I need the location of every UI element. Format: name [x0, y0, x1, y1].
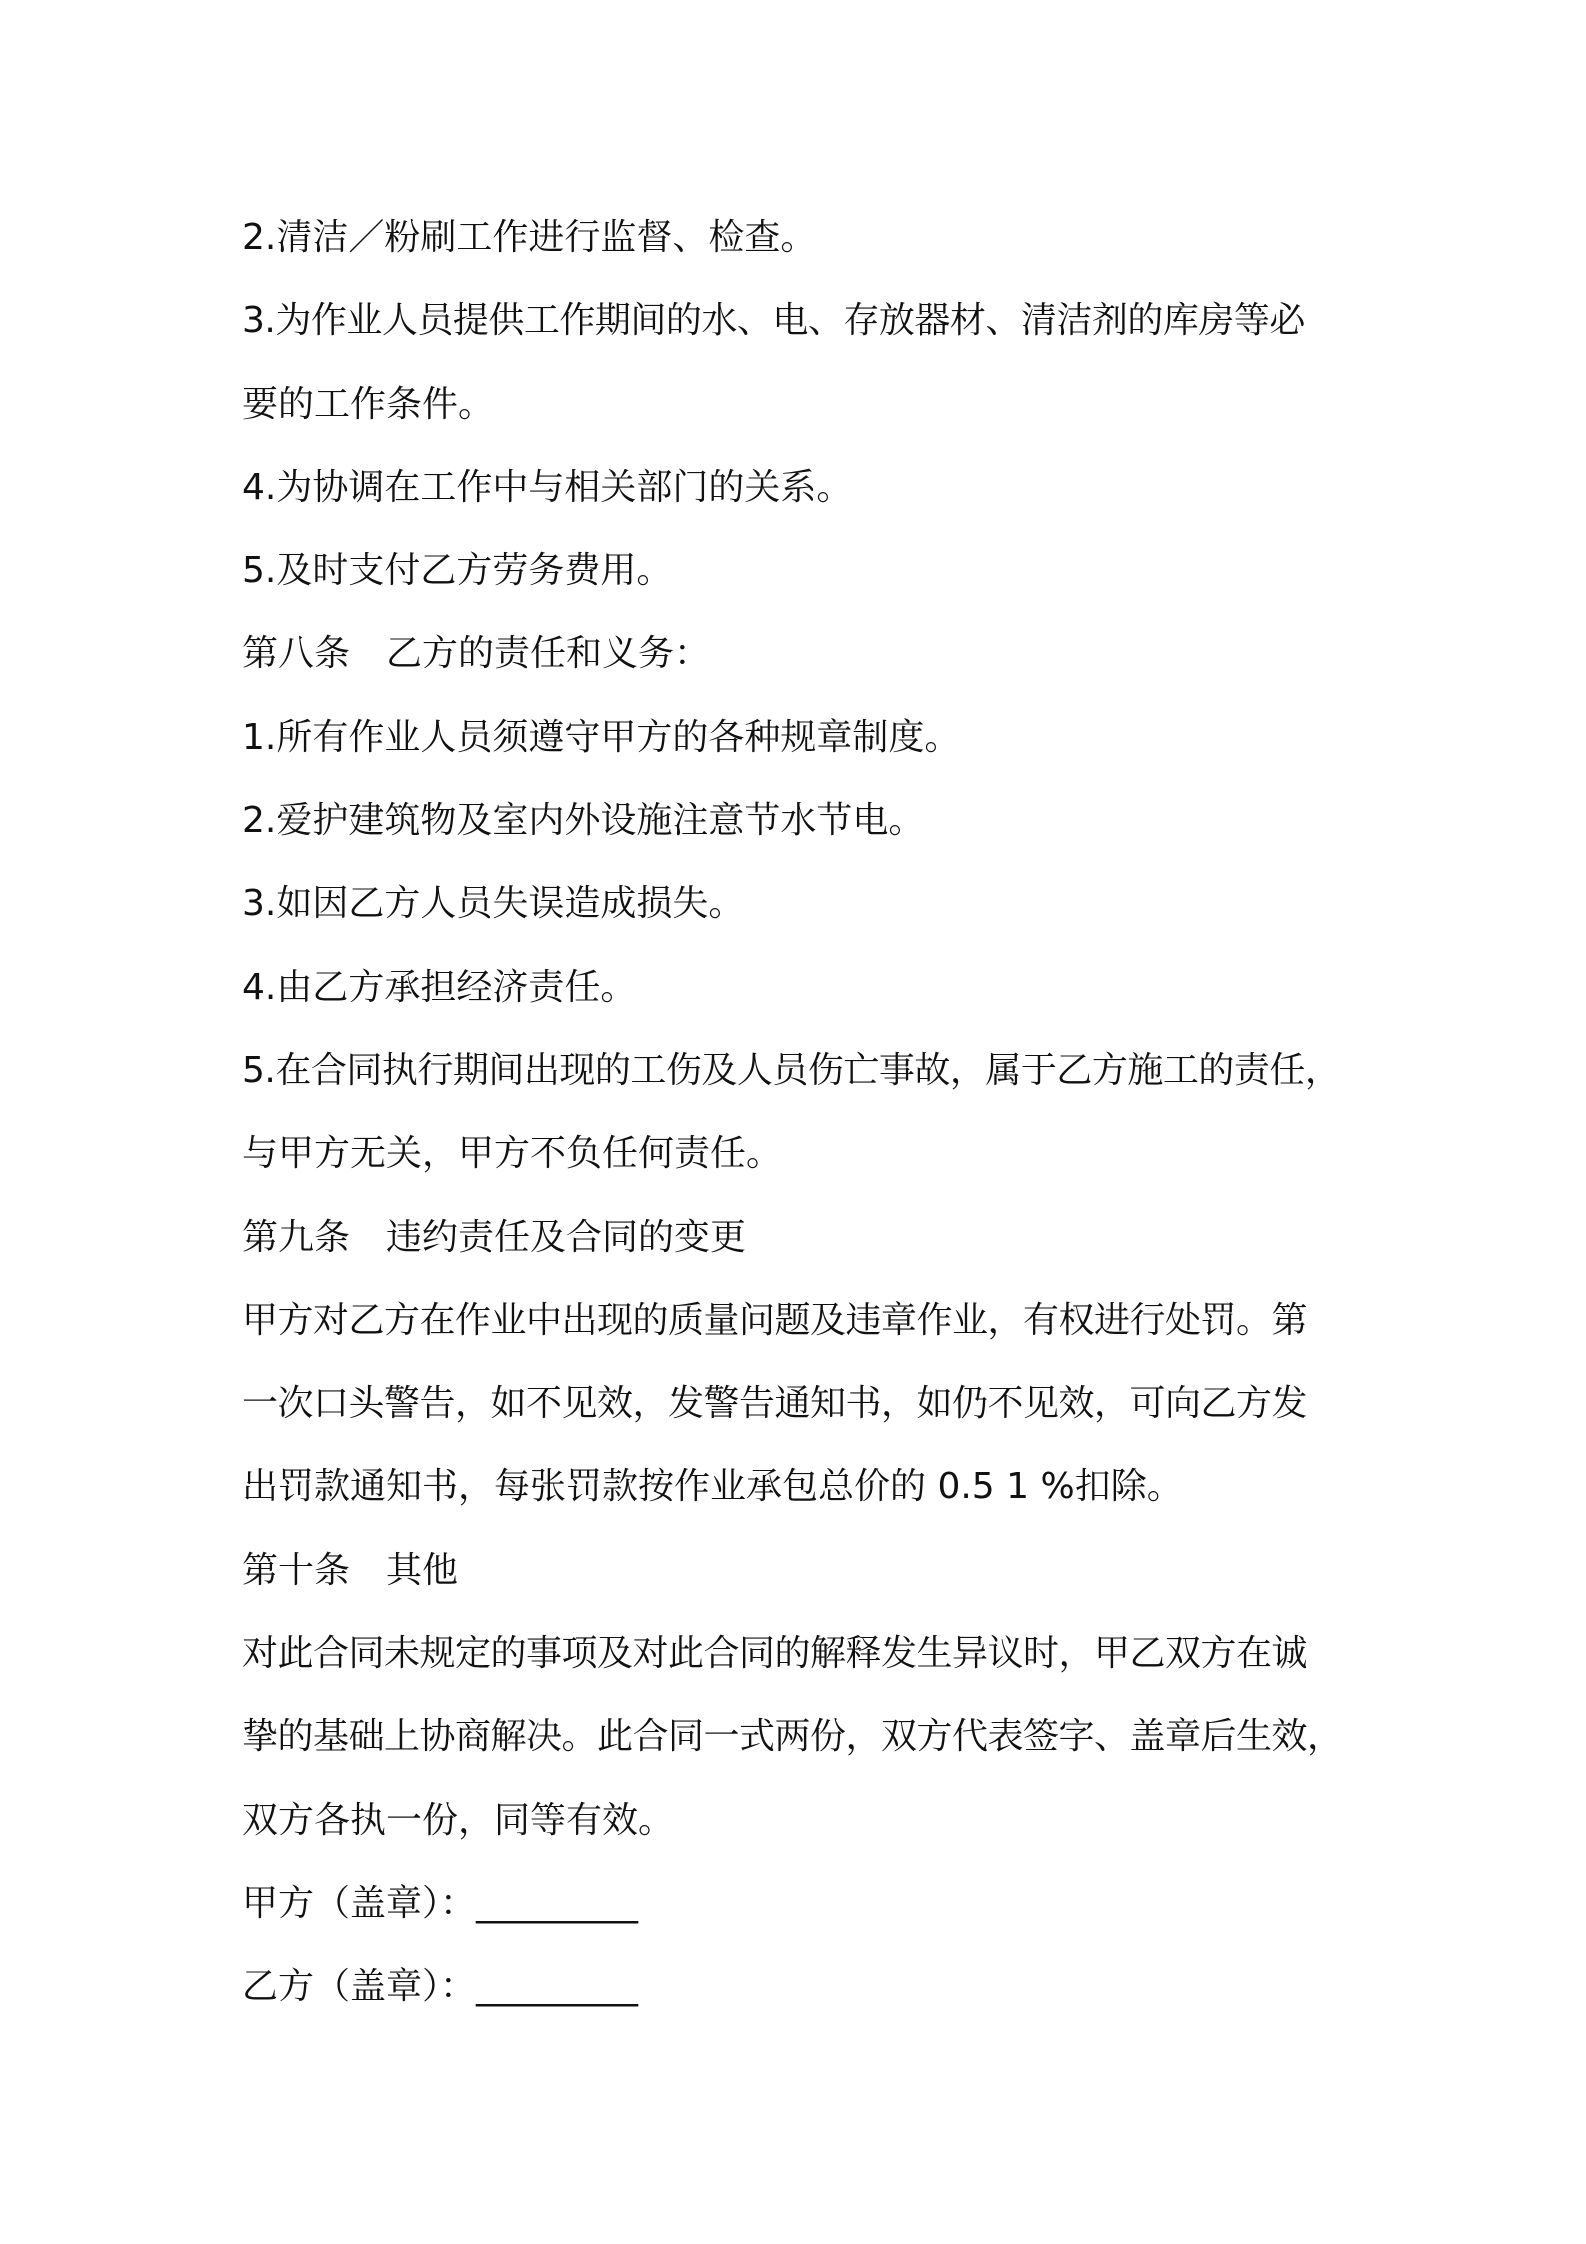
clause-7-item-5: 5.及时支付乙方劳务费用。 [242, 550, 673, 592]
clause-8-item-5: 5.在合同执行期间出现的工伤及人员伤亡事故，属于乙方施工的责任， [242, 1049, 1341, 1091]
article-9-para-line-2: 一次口头警告，如不见效，发警告通知书，如仍不见效，可向乙方发 [242, 1383, 1308, 1425]
article-9-para-line-1: 甲方对乙方在作业中出现的质量问题及违章作业，有权进行处罚。第 [242, 1299, 1308, 1341]
article-10-para-line-2: 挚的基础上协商解决。此合同一式两份，双方代表签字、盖章后生效， [242, 1716, 1343, 1758]
clause-7-item-4: 4.为协调在工作中与相关部门的关系。 [242, 466, 853, 508]
article-10-heading: 第十条 其他 [242, 1549, 459, 1591]
clause-8-item-2: 2.爱护建筑物及室内外设施注意节水节电。 [242, 800, 925, 842]
article-9-para-line-3: 出罚款通知书，每张罚款按作业承包总价的 0.5 1 %扣除。 [242, 1466, 1183, 1508]
article-8-heading: 第八条 乙方的责任和义务： [242, 633, 711, 675]
clause-7-item-3-cont: 要的工作条件。 [242, 383, 495, 425]
article-10-para-line-3: 双方各执一份，同等有效。 [242, 1799, 675, 1841]
clause-8-item-1: 1.所有作业人员须遵守甲方的各种规章制度。 [242, 716, 961, 758]
party-a-seal-line: 甲方（盖章）：_________ [242, 1882, 639, 1924]
contract-text [242, 196, 1392, 2029]
clause-8-item-4: 4.由乙方承担经济责任。 [242, 966, 637, 1008]
clause-8-item-5-cont: 与甲方无关，甲方不负任何责任。 [242, 1133, 783, 1175]
article-10-para-line-1: 对此合同未规定的事项及对此合同的解释发生异议时，甲乙双方在诚 [242, 1633, 1308, 1675]
clause-7-item-2: 2.清洁／粉刷工作进行监督、检查。 [242, 217, 817, 258]
article-9-heading: 第九条 违约责任及合同的变更 [242, 1216, 747, 1258]
party-b-seal-line: 乙方（盖章）：_________ [242, 1966, 639, 2008]
clause-7-item-3: 3.为作业人员提供工作期间的水、电、存放器材、清洁剂的库房等必 [242, 300, 1305, 342]
clause-8-item-3: 3.如因乙方人员失误造成损失。 [242, 883, 745, 925]
